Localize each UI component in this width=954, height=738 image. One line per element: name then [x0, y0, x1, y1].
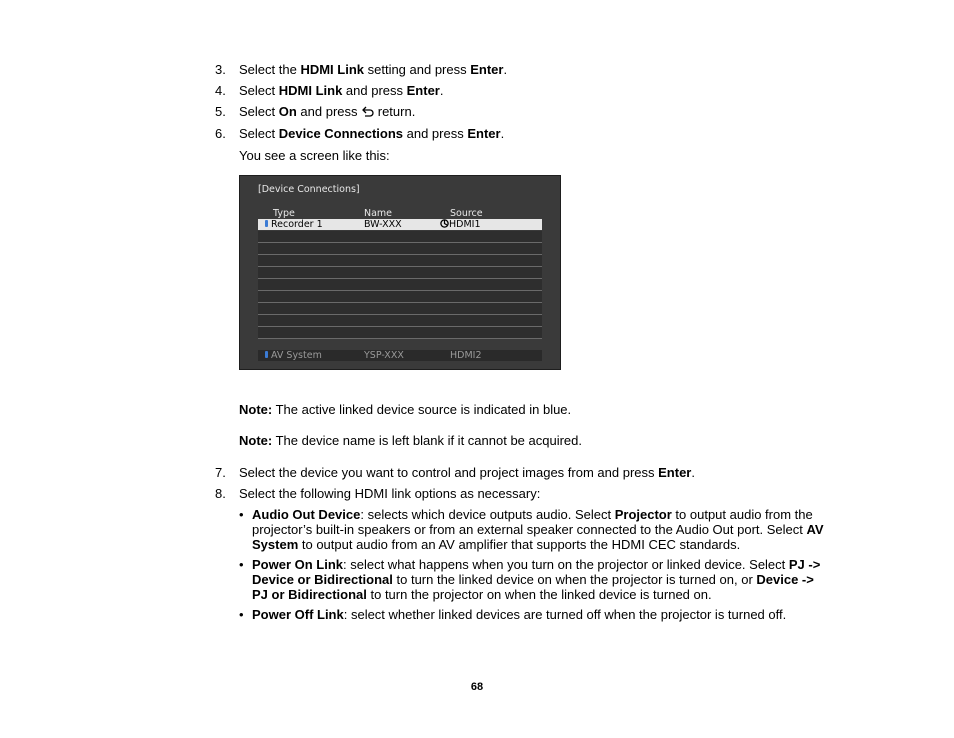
header-name: Name — [364, 208, 393, 219]
bullet-audio-out-device: Audio Out Device: selects which device outputs audio. Select Projector to output audio from the projector’s built-in speakers or from an external speaker connected to the Audio Out port. Select AV System to output audio from an AV amplifier that supports the HDMI CEC standards. — [252, 507, 824, 552]
empty-row — [258, 303, 542, 315]
device-row-selected[interactable]: Recorder 1 BW-XXX HDMI1 — [258, 219, 542, 230]
step-6-text: Select Device Connections and press Enter. — [239, 126, 505, 141]
step-number: 8. — [215, 486, 226, 501]
bullet-marker: • — [239, 507, 244, 522]
page-number: 68 — [470, 681, 484, 693]
step-number: 5. — [215, 104, 226, 119]
step-5-text: Select On and press return. — [239, 104, 416, 119]
empty-row — [258, 243, 542, 255]
step-3 — [215, 62, 226, 77]
step-5 — [215, 104, 226, 119]
av-system-row[interactable]: AV System YSP-XXX HDMI2 — [258, 350, 542, 361]
empty-row — [258, 279, 542, 291]
step-4-text: Select HDMI Link and press Enter. — [239, 83, 444, 98]
empty-row — [258, 315, 542, 327]
step-8-text: Select the following HDMI link options as necessary: — [239, 486, 541, 501]
note-2: Note: The device name is left blank if it cannot be acquired. — [239, 433, 582, 448]
empty-row — [258, 255, 542, 267]
step-3-text: Select the HDMI Link setting and press Enter. — [239, 62, 508, 77]
link-icon — [440, 219, 449, 228]
return-icon — [361, 106, 374, 117]
header-source: Source — [450, 208, 483, 219]
bullet-marker: • — [239, 607, 244, 622]
note-1: Note: The active linked device source is indicated in blue. — [239, 402, 572, 417]
empty-row — [258, 231, 542, 243]
step-number: 4. — [215, 83, 226, 98]
step-7 — [215, 465, 226, 480]
empty-row — [258, 291, 542, 303]
header-type: Type — [273, 208, 295, 219]
step-number: 3. — [215, 62, 226, 77]
bullet-power-on-link: Power On Link: select what happens when you turn on the projector or linked device. Select PJ -> Device or Bidirectional to turn the linked device on when the projector is turned on, or Device -> PJ or Bidirectional to turn the projector on when the linked device is turned on. — [252, 557, 821, 602]
intro-text: You see a screen like this: — [239, 148, 390, 163]
step-8 — [215, 486, 226, 501]
step-7-text: Select the device you want to control and project images from and press Enter. — [239, 465, 695, 480]
av-marker-icon — [265, 351, 268, 358]
step-number: 7. — [215, 465, 226, 480]
bullet-power-off-link: Power Off Link: select whether linked devices are turned off when the projector is turned off. — [252, 607, 787, 622]
active-marker-icon — [265, 220, 268, 227]
screen-title: [Device Connections] — [258, 184, 360, 195]
empty-row — [258, 267, 542, 279]
empty-row — [258, 327, 542, 339]
step-6 — [215, 126, 226, 141]
step-4 — [215, 83, 226, 98]
device-connections-screen — [239, 175, 561, 370]
step-number: 6. — [215, 126, 226, 141]
bullet-marker: • — [239, 557, 244, 572]
